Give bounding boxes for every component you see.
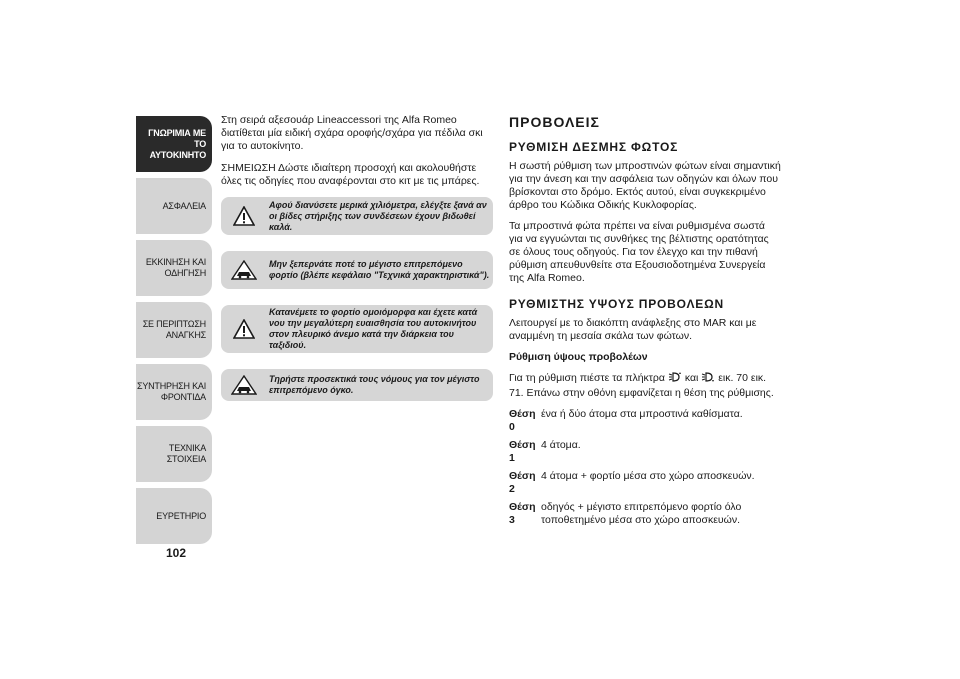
- tab-label: ΤΕΧΝΙΚΑ ΣΤΟΙΧΕΙΑ: [166, 443, 206, 464]
- warning-triangle-icon: [231, 205, 257, 227]
- position-row: [509, 408, 781, 434]
- warning-box: [221, 305, 493, 353]
- tab-maintenance-and-care[interactable]: [136, 364, 212, 420]
- instruction-text: Για τη ρύθμιση πιέστε τα πλήκτρα: [509, 372, 665, 384]
- car-warning-icon: [231, 374, 257, 396]
- instruction-text: εικ. 70 εικ. 71. Επάνω στην οθόνη εμφανίζεται η θέση της ρύθμισης.: [509, 372, 774, 399]
- position-row: [509, 501, 781, 527]
- height-adjustment-subheading: Ρύθμιση ύψους προβολέων: [509, 351, 648, 363]
- tab-technical-data[interactable]: [136, 426, 212, 482]
- tab-label: ΕΥΡΕΤΗΡΙΟ: [156, 510, 206, 521]
- position-label: Θέση 3: [509, 501, 536, 526]
- position-label: Θέση 1: [509, 439, 536, 464]
- position-label: Θέση 2: [509, 470, 536, 495]
- warning-text: Κατανέμετε το φορτίο ομοιόμορφα και έχετε κατά νου την μεγαλύτερη ευαισθησία του αυτοκινήτου στον πλευρικό άνεμο κατά την διάρκεια του ταξιδιού.: [269, 307, 478, 350]
- beam-adjustment-paragraph: Η σωστή ρύθμιση των μπροστινών φώτων είναι σημαντική για την άνεση και την ασφάλεια των οδηγών και όλων που βρίσκονται στο δρόμο. Εκτός αυτού, είναι συγκεκριμένο άρθρο του Κώδικα Οδικής Κυκλοφορίας.: [509, 160, 781, 211]
- tab-emergency[interactable]: [136, 302, 212, 358]
- beam-check-paragraph: Τα μπροστινά φώτα πρέπει να είναι ρυθμισμένα σωστά για να εγγυώνται τις συνθήκες της βέλτιστης ορατότητας σε όλους τους οδηγούς. Για τον έλεγχο και την πιθανή ρύθμιση απευθυνθείτε στα Εξουσιοδοτημένα Συνεργεία της Alfa Romeo.: [509, 220, 769, 284]
- section-title: ΠΡΟΒΟΛΕΙΣ: [509, 114, 600, 130]
- position-text: ένα ή δύο άτομα στα μπροστινά καθίσματα.: [541, 408, 743, 420]
- position-text: 4 άτομα.: [541, 439, 581, 451]
- instruction-text: και: [684, 372, 699, 384]
- warning-box: [221, 251, 493, 289]
- leveller-operation-paragraph: Λειτουργεί με το διακόπτη ανάφλεξης στο MAR και με αναμμένη τη μεσαία σκάλα των φώτων.: [509, 317, 757, 342]
- tab-label: ΣΥΝΤΗΡΗΣΗ ΚΑΙ ΦΡΟΝΤΙΔΑ: [136, 381, 206, 402]
- position-text: 4 άτομα + φορτίο μέσα στο χώρο αποσκευών.: [541, 470, 755, 482]
- headlight-leveller-heading: ΡΥΘΜΙΣΤΗΣ ΥΨΟΥΣ ΠΡΟΒΟΛΕΩΝ: [509, 297, 724, 311]
- headlight-up-button-icon: [668, 371, 682, 387]
- roof-rack-paragraph: Στη σειρά αξεσουάρ Lineaccessori της Alfa Romeo διατίθεται μία ειδική σχάρα οροφής/σχάρα για πέδιλα σκι για το αυτοκίνητο.: [221, 114, 483, 152]
- tab-safety[interactable]: [136, 178, 212, 234]
- warning-triangle-icon: [231, 318, 257, 340]
- tab-label: ΑΣΦΑΛΕΙΑ: [162, 200, 206, 211]
- warning-text: Αφού διανύσετε μερικά χιλιόμετρα, ελέγξτε ξανά αν οι βίδες στήριξης των συνδέσεων έχουν βιδωθεί καλά.: [269, 199, 487, 232]
- headlight-down-button-icon: [701, 371, 715, 387]
- chapter-sidebar: [136, 116, 212, 550]
- car-warning-icon: [231, 259, 257, 281]
- tab-starting-and-driving[interactable]: [136, 240, 212, 296]
- tab-label: ΕΚΚΙΝΗΣΗ ΚΑΙ ΟΔΗΓΗΣΗ: [145, 257, 206, 278]
- tab-label: ΣΕ ΠΕΡΙΠΤΩΣΗ ΑΝΑΓΚΗΣ: [142, 319, 206, 340]
- right-column: [509, 114, 781, 532]
- left-column: [221, 114, 493, 417]
- position-label: Θέση 0: [509, 408, 536, 433]
- tab-label: ΓΝΩΡΙΜΙΑ ΜΕ ΤΟ ΑΥΤΟΚΙΝΗΤΟ: [148, 127, 206, 160]
- tab-getting-to-know-the-car[interactable]: [136, 116, 212, 172]
- position-row: [509, 439, 781, 465]
- warning-box: [221, 197, 493, 235]
- beam-adjustment-heading: ΡΥΘΜΙΣΗ ΔΕΣΜΗΣ ΦΩΤΟΣ: [509, 140, 679, 154]
- warning-box: [221, 369, 493, 401]
- tab-index[interactable]: [136, 488, 212, 544]
- position-row: [509, 470, 781, 496]
- page-number: 102: [165, 546, 187, 560]
- warning-text: Τηρήστε προσεκτικά τους νόμους για τον μέγιστο επιτρεπόμενο όγκο.: [269, 374, 480, 395]
- position-text: οδηγός + μέγιστο επιτρεπόμενο φορτίο όλο τοποθετημένο μέσα στο χώρο αποσκευών.: [541, 501, 742, 526]
- note-paragraph: ΣΗΜΕΙΩΣΗ Δώστε ιδιαίτερη προσοχή και ακολουθήστε όλες τις οδηγίες που αναφέρονται στο κιτ με τις μπάρες.: [221, 162, 480, 187]
- adjustment-instructions: [509, 371, 781, 400]
- warning-text: Μην ξεπερνάτε ποτέ το μέγιστο επιτρεπόμενο φορτίο (βλέπε κεφάλαιο "Τεχνικά χαρακτηριστικά").: [269, 259, 490, 280]
